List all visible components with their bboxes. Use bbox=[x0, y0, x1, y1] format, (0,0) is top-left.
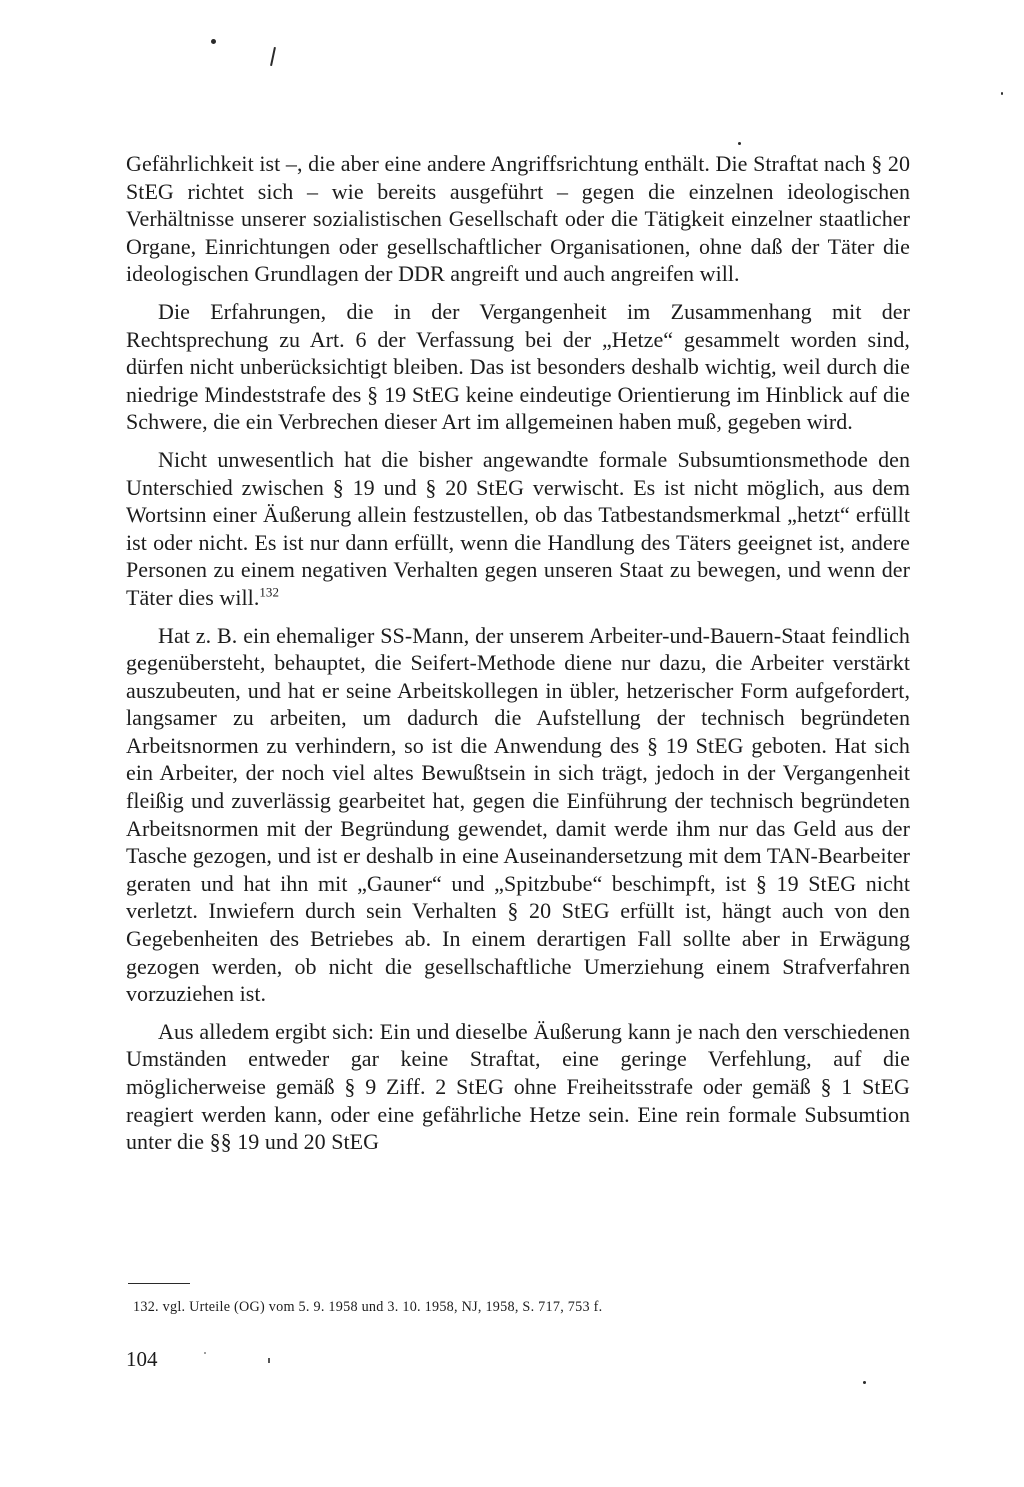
footnote-divider bbox=[128, 1283, 190, 1284]
paragraph-5: Aus alledem ergibt sich: Ein und dieselbe Äußerung kann je nach den verschiedenen Umständen entweder gar keine Straftat, eine geringe Verfehlung, auf die möglicherweise gemäß § 9 Ziff. 2 StEG ohne Freiheitsstrafe oder gemäß § 1 StEG reagiert werden kann, oder eine gefährliche Hetze sein. Eine rein formale Subsumtion unter die §§ 19 und 20 StEG bbox=[126, 1018, 910, 1155]
paragraph-2: Die Erfahrungen, die in der Vergangenheit im Zusammenhang mit der Rechtsprechung zu Art. 6 der Verfassung bei der „Hetze“ gesammelt worden sind, dürfen nicht unberücksichtigt bleiben. Das ist besonders deshalb wichtig, weil durch die niedrige Mindeststrafe des § 19 StEG keine eindeutige Orientierung im Hinblick auf die Schwere, die ein Verbrechen dieser Art im allgemeinen haben muß, gegeben wird. bbox=[126, 298, 910, 435]
body-text bbox=[126, 150, 910, 1166]
scan-speck bbox=[738, 142, 741, 145]
scan-stroke bbox=[270, 47, 276, 66]
paragraph-3-text: Nicht unwesentlich hat die bisher angewandte formale Subsumtionsmethode den Unterschied zwischen § 19 und § 20 StEG verwischt. Es ist nicht möglich, aus dem Wortsinn einer Äußerung allein festzustellen, ob das Tatbestandsmerkmal „hetzt“ erfüllt ist oder nicht. Es ist nur dann erfüllt, wenn die Handlung des Täters geeignet ist, andere Personen zu einem negativen Verhalten gegen unseren Staat zu bewegen, und wenn der Täter dies will. bbox=[126, 446, 910, 610]
paragraph-4: Hat z. B. ein ehemaliger SS-Mann, der unserem Arbeiter-und-Bauern-Staat feindlich gegenübersteht, behauptet, die Seifert-Methode diene nur dazu, die Arbeiter verstärkt auszubeuten, und hat er seine Arbeitskollegen in übler, hetzerischer Form aufgefordert, langsamer zu arbeiten, um dadurch die Aufstellung der technisch begründeten Arbeitsnormen zu verhindern, so ist die Anwendung des § 19 StEG geboten. Hat sich ein Arbeiter, der noch viel altes Bewußtsein in sich trägt, jedoch in der Vergangenheit fleißig und zuverlässig gearbeitet hat, gegen die Einführung der technisch begründeten Arbeitsnormen mit der Begründung gewendet, damit werde ihm nur das Geld aus der Tasche gezogen, und ist er deshalb in eine Auseinandersetzung mit dem TAN-Bearbeiter geraten und hat ihn mit „Gauner“ und „Spitzbube“ beschimpft, ist § 19 StEG nicht verletzt. Inwiefern durch sein Verhalten § 20 StEG erfüllt ist, hängt auch von den Gegebenheiten des Betriebes ab. In einem derartigen Fall sollte aber in Erwägung gezogen werden, ob nicht die gesellschaftliche Umerziehung einem Strafverfahren vorzuziehen ist. bbox=[126, 622, 910, 1007]
footnote-reference: 132 bbox=[259, 584, 280, 600]
page-number: 104 bbox=[126, 1347, 158, 1371]
scan-speck bbox=[863, 1381, 866, 1384]
footnote-132: 132. vgl. Urteile (OG) vom 5. 9. 1958 und 3. 10. 1958, NJ, 1958, S. 717, 753 f. bbox=[133, 1299, 603, 1315]
scan-speck bbox=[268, 1358, 270, 1363]
scan-speck bbox=[1001, 92, 1003, 95]
paragraph-1: Gefährlichkeit ist –, die aber eine andere Angriffsrichtung enthält. Die Straftat nach § 20 StEG richtet sich – wie bereits ausgeführt – gegen die einzelnen ideologischen Verhältnisse unserer sozialistischen Gesellschaft oder die Tätigkeit einzelner staatlicher Organe, Einrichtungen oder gesellschaftlicher Organisationen, ohne daß der Täter die ideologischen Grundlagen der DDR angreift und auch angreifen will. bbox=[126, 151, 910, 287]
scan-speck bbox=[204, 1352, 206, 1354]
scan-speck bbox=[211, 39, 216, 44]
paragraph-3 bbox=[126, 446, 910, 612]
